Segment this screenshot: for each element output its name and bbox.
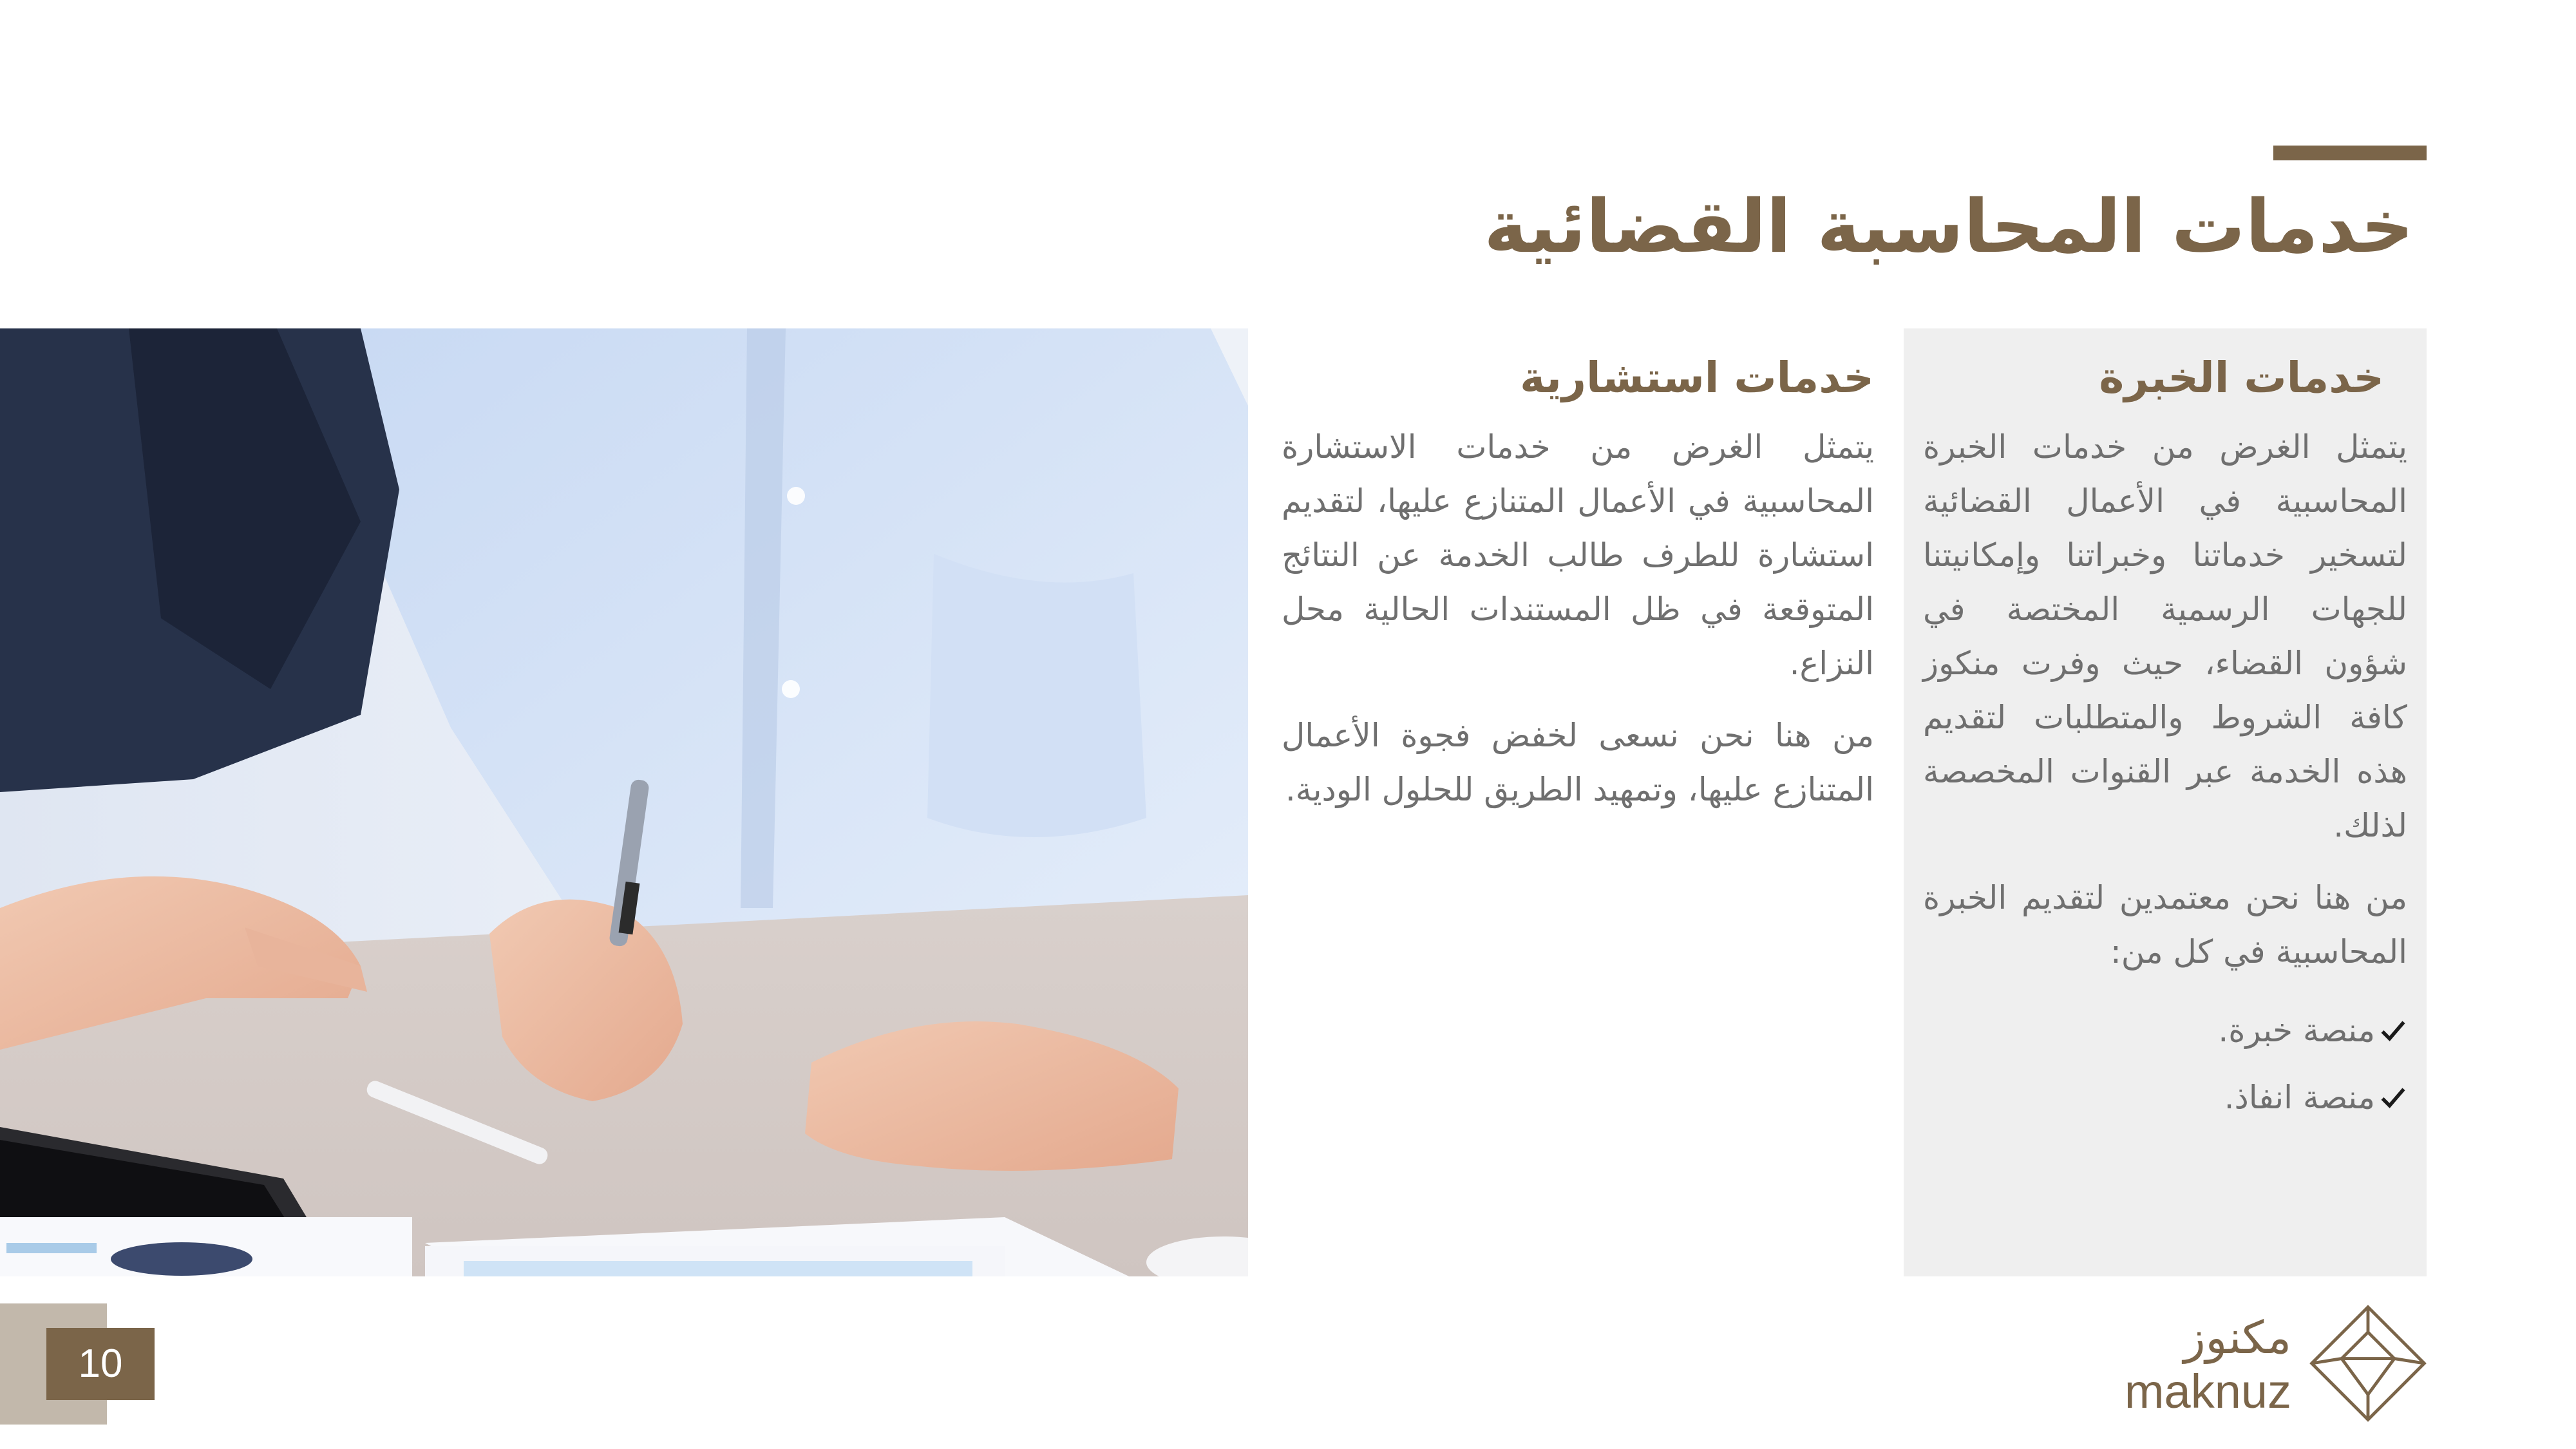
expertise-paragraph-2: من هنا نحن معتمدين لتقديم الخبرة المحاسبية في كل من: — [1923, 879, 2407, 971]
consulting-paragraph-2: من هنا نحن نسعى لخفض فجوة الأعمال المتنازع عليها، وتمهيد الطريق للحلول الودية. — [1282, 717, 1874, 808]
list-item — [1923, 1064, 2407, 1131]
page-number: 10 — [46, 1328, 155, 1400]
expertise-paragraph-1: يتمثل الغرض من خدمات الخبرة المحاسبية في الأعمال القضائية لتسخير خدماتنا وخبراتنا وإمكانيتنا للجهات الرسمية المختصة في شؤون القضاء، حيث وفرت منكوز كافة الشروط والمتطلبات لتقديم هذه الخدمة عبر القنوات المخصصة لذلك. — [1923, 428, 2407, 844]
consulting-heading: خدمات استشارية — [1520, 353, 1874, 402]
expertise-heading: خدمات الخبرة — [2099, 353, 2384, 402]
platform-list — [1923, 997, 2407, 1131]
list-item-label: منصة خبرة. — [2218, 1012, 2375, 1049]
list-item — [1923, 997, 2407, 1064]
page-title: خدمات المحاسبة القضائية — [1484, 184, 2414, 269]
maknuz-logo — [2125, 1298, 2428, 1427]
consulting-paragraph-1: يتمثل الغرض من خدمات الاستشارة المحاسبية في الأعمال المتنازع عليها، لتقديم استشارة للطرف طالب الخدمة عن النتائج المتوقعة في ظل المستندات الحالية محل النزاع. — [1282, 428, 1874, 682]
consulting-services-section — [1282, 328, 1874, 908]
logo-arabic-text: مكنوز — [2183, 1311, 2291, 1364]
logo-english-text: maknuz — [2124, 1365, 2291, 1418]
check-icon — [2379, 1016, 2407, 1045]
check-icon — [2379, 1083, 2407, 1112]
diamond-logo-icon — [2308, 1303, 2428, 1423]
list-item-label: منصة انفاذ. — [2224, 1079, 2375, 1116]
expertise-services-panel — [1904, 328, 2427, 1276]
business-meeting-photo — [0, 328, 1248, 1276]
title-accent-bar — [2273, 146, 2427, 160]
